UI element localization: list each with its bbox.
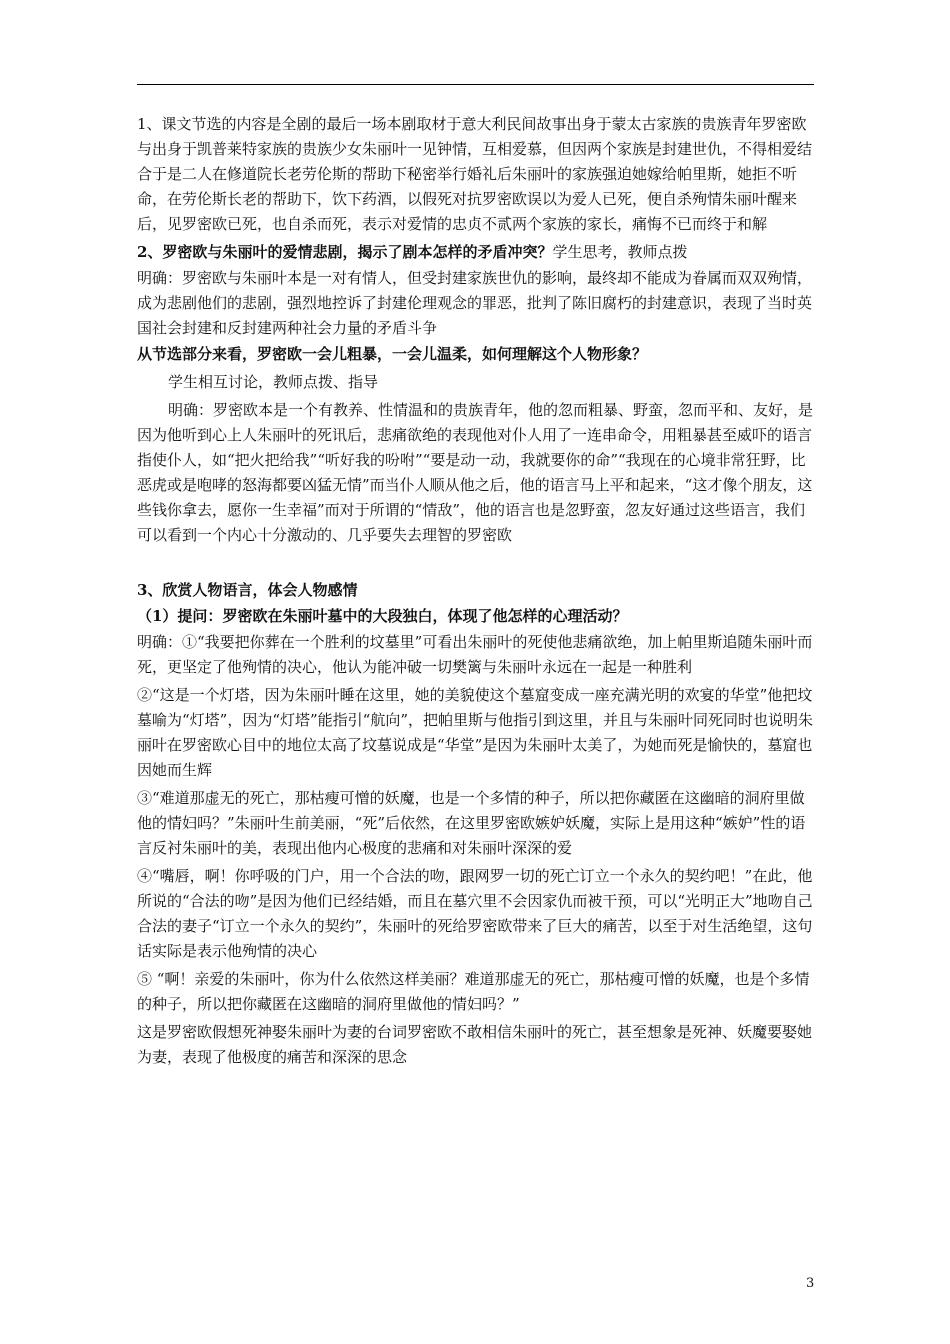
- page-number: 3: [806, 1276, 815, 1291]
- paragraph-1: 1、课文节选的内容是全剧的最后一场本剧取材于意大利民间故事出身于蒙太古家族的贵族青年罗密欧与出身于凯普莱特家族的贵族少女朱丽叶一见钟情，互相爱慕，但因两个家族是封建世仇，不得相爱结合于是二人在修道院长老劳伦斯的帮助下秘密举行婚礼后朱丽叶的家族强迫她嫁给帕里斯，她拒不听命，在劳伦斯长老的帮助下，饮下药酒，以假死对抗罗密欧误以为爱人已死，便自杀殉情朱丽叶醒来后，见罗密欧已死，也自杀而死，表示对爱情的忠贞不贰两个家族的家长，痛悔不已而终于和解: [137, 115, 813, 233]
- paragraph-11: ③“难道那虚无的死亡，那枯瘦可憎的妖魔，也是一个多情的种子，所以把你藏匿在这幽暗的洞府里做他的情妇吗？”朱丽叶生前美丽，“死”后依然，在这里罗密欧嫉妒妖魔，实际上是用这种“嫉妒”性的语言反衬朱丽叶的美，表现出他内心极度的悲痛和对朱丽叶深深的爱: [137, 789, 806, 857]
- paragraph-5: 学生相互讨论，教师点拨、指导: [168, 373, 379, 391]
- paragraph-4: 从节选部分来看，罗密欧一会儿粗暴，一会儿温柔，如何理解这个人物形象？: [137, 345, 648, 363]
- paragraph-3: 明确：罗密欧与朱丽叶本是一对有情人，但受封建家族世仇的影响，最终却不能成为眷属而双双殉情，成为悲剧他们的悲剧，强烈地控诉了封建伦理观念的罪恶，批判了陈旧腐朽的封建意识，表现了当时英国社会封建和反封建两种社会力量的矛盾斗争: [137, 269, 813, 337]
- paragraph-6: 明确：罗密欧本是一个有教养、性情温和的贵族青年，他的忽而粗暴、野蛮，忽而平和、友好，是因为他听到心上人朱丽叶的死讯后，悲痛欲绝的表现他对仆人用了一连串命令，用粗暴甚至威吓的语言指使仆人，如“把火把给我”“听好我的吩咐”“要是动一动，我就要你的命”“我现在的心境非常狂野，比恶虎或是咆哮的怒海都要凶猛无情”而当仆人顺从他之后，他的语言马上平和起来，“这才像个朋友，这些钱你拿去，愿你一生幸福”而对于所谓的“情敌”，他的语言也是忽野蛮，忽友好通过这些语言，我们可以看到一个内心十分激动的、几乎要失去理智的罗密欧: [137, 401, 814, 544]
- paragraph-7: 3、欣赏人物语言，体会人物感情: [137, 581, 358, 599]
- question-2-note: 学生思考，教师点拨: [552, 243, 688, 261]
- paragraph-9: 明确：①“我要把你葬在一个胜利的坟墓里”可看出朱丽叶的死使他悲痛欲绝，加上帕里斯追随朱丽叶而死，更坚定了他殉情的决心，他认为能冲破一切樊篱与朱丽叶永远在一起是一种胜利: [137, 633, 813, 676]
- paragraph-13: ⑤ “啊！亲爱的朱丽叶，你为什么依然这样美丽？难道那虚无的死亡，那枯瘦可憎的妖魔，也是个多情的种子，所以把你藏匿在这幽暗的洞府里做他的情妇吗？”: [137, 970, 810, 1013]
- document-body: [137, 112, 817, 1070]
- paragraph-8: （1）提问：罗密欧在朱丽叶墓中的大段独白，体现了他怎样的心理活动？: [137, 607, 628, 625]
- question-2: 2、罗密欧与朱丽叶的爱情悲剧，揭示了剧本怎样的矛盾冲突？: [137, 243, 553, 261]
- header-rule: [137, 84, 814, 85]
- paragraph-10: ②“这是一个灯塔，因为朱丽叶睡在这里，她的美貌使这个墓窟变成一座充满光明的欢宴的华堂”他把坟墓喻为“灯塔”，因为“灯塔”能指引“航向”，把帕里斯与他指引到这里，并且与朱丽叶同死同时也说明朱丽叶在罗密欧心目中的地位太高了坟墓说成是“华堂”是因为朱丽叶太美了，为她而死是愉快的，墓窟也因她而生辉: [137, 686, 814, 779]
- paragraph-14: 这是罗密欧假想死神娶朱丽叶为妻的台词罗密欧不敢相信朱丽叶的死亡，甚至想象是死神、妖魔要娶她为妻，表现了他极度的痛苦和深深的思念: [137, 1023, 813, 1066]
- paragraph-12: ④“嘴唇，啊！你呼吸的门户，用一个合法的吻，跟网罗一切的死亡订立一个永久的契约吧！”在此，他所说的“合法的吻”是因为他们已经结婚，而且在墓穴里不会因家仇而被干预，可以“光明正大”地吻自己合法的妻子“订立一个永久的契约”，朱丽叶的死给罗密欧带来了巨大的痛苦，以至于对生活绝望，这句话实际是表示他殉情的决心: [137, 867, 813, 960]
- paragraph-2: [137, 240, 817, 265]
